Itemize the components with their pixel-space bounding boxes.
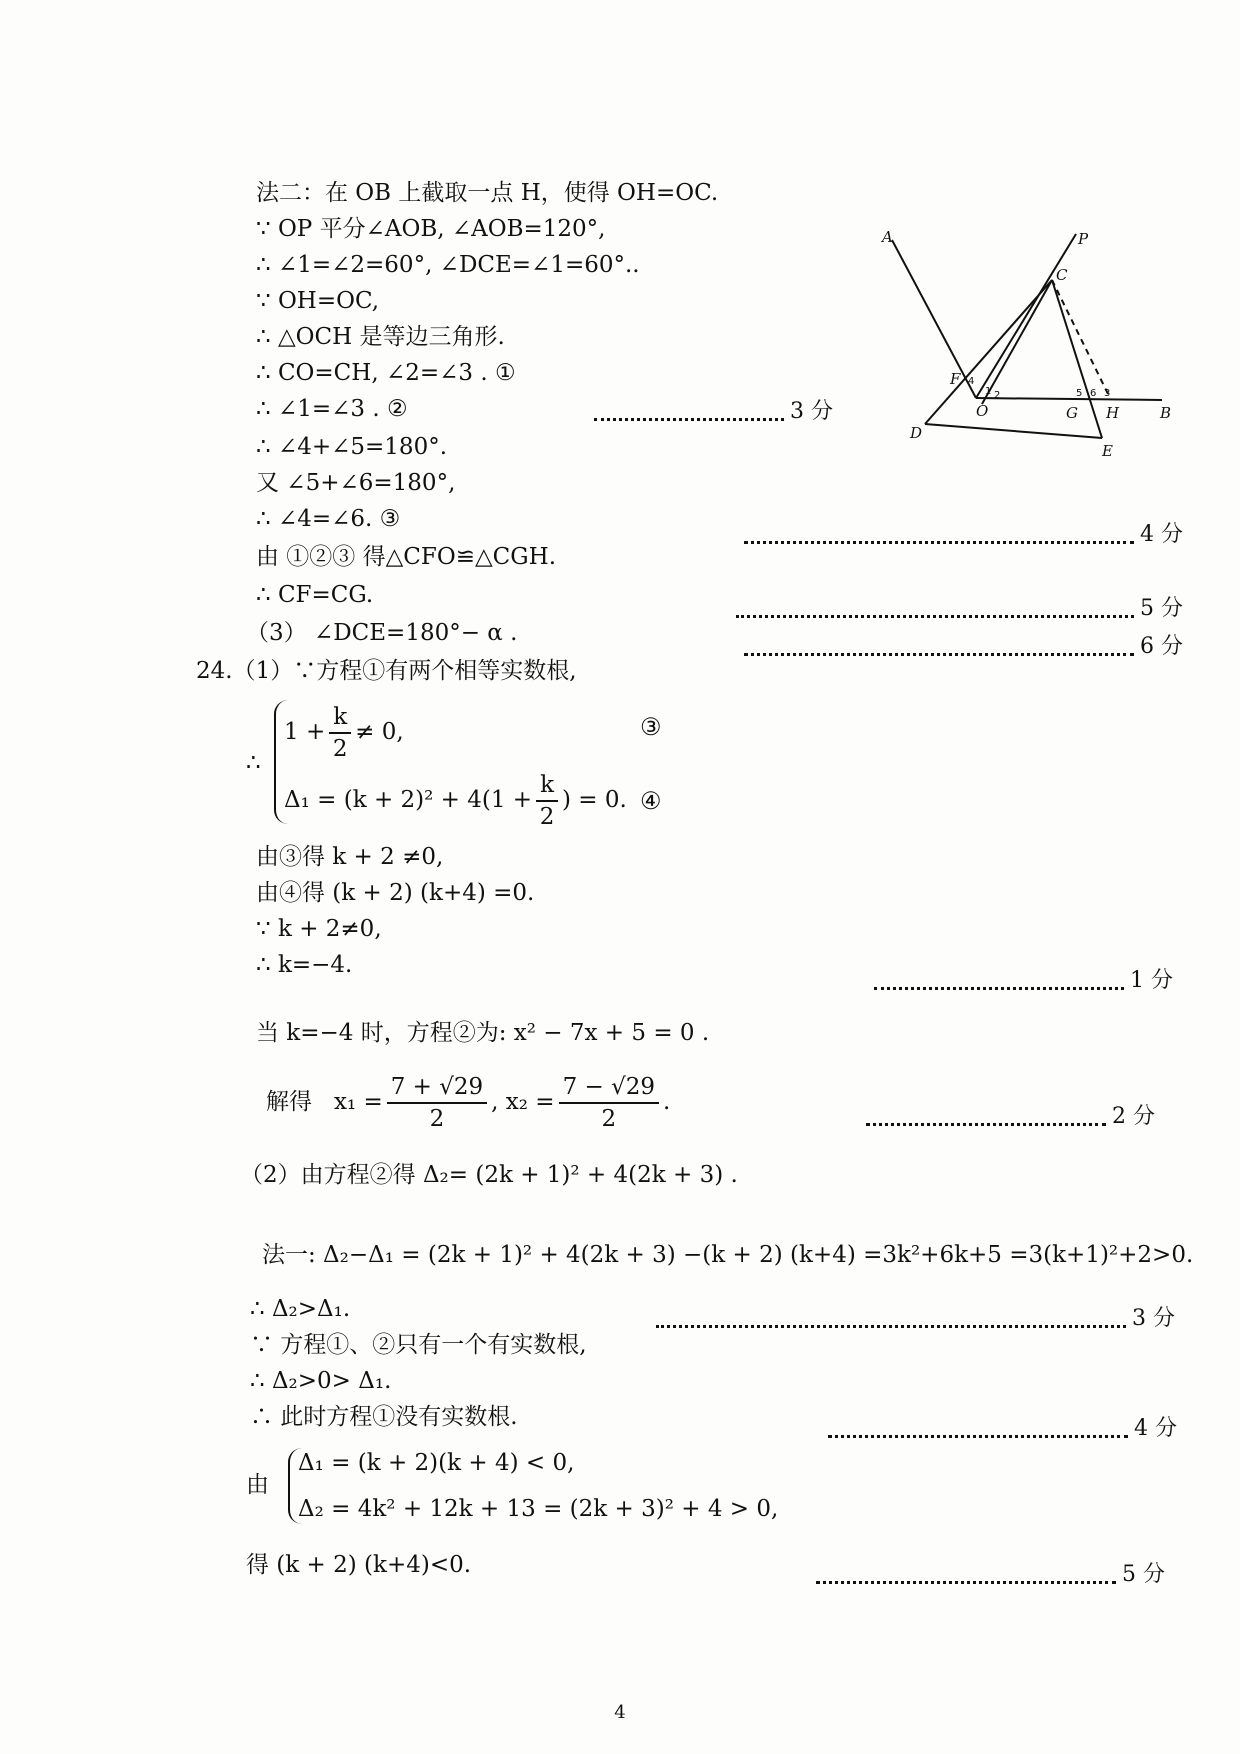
text-line: ∵ k + 2≠0, — [256, 916, 382, 942]
ray-oa — [892, 240, 976, 398]
text-line: ∵ OH=OC, — [256, 288, 380, 314]
text-line: ∴ ∠4+∠5=180°. — [256, 434, 448, 460]
text-line: ∴ △OCH 是等边三角形. — [256, 324, 505, 350]
score-mark: 2 分 — [866, 1102, 1155, 1132]
label-h: H — [1106, 404, 1120, 422]
system2-row-1: Δ₁ = (k + 2)(k + 4) < 0, — [298, 1450, 575, 1476]
text-line: ∴ CO=CH, ∠2=∠3 . ① — [256, 360, 516, 386]
text-line: 法二：在 OB 上截取一点 H，使得 OH=OC. — [256, 180, 719, 206]
system-row-2: Δ₁ = (k + 2)² + 4(1 + $\frac{k}{2}$ ) = 0. — [284, 772, 627, 830]
score-mark: 4 分 — [828, 1414, 1177, 1444]
text-line: ∴ ∠1=∠3 . ② — [256, 396, 408, 422]
score-mark: 4 分 — [744, 520, 1183, 550]
label-c: C — [1056, 266, 1068, 284]
ray-ob — [976, 398, 1162, 400]
text-line: ∴ Δ₂>Δ₁. — [250, 1296, 351, 1322]
segment-co — [982, 280, 1052, 404]
score-mark: 1 分 — [874, 966, 1173, 996]
label-o: O — [976, 402, 989, 420]
segment-dc — [925, 280, 1052, 424]
text-line: 由④得 (k + 2) (k+4) =0. — [256, 880, 535, 906]
system-row-1: 1 + $\frac{k}{2}$ ≠ 0, — [284, 704, 404, 762]
text-line: ∴ ∠4=∠6. ③ — [256, 506, 401, 532]
label-g: G — [1066, 404, 1078, 422]
label-e: E — [1102, 442, 1113, 460]
geometry-figure — [880, 228, 1180, 468]
segment-de — [925, 424, 1102, 438]
angle-label-4: 4 — [968, 376, 975, 387]
angle-label-1: 1 — [985, 386, 992, 397]
text-line: （2）由方程②得 Δ₂= (2k + 1)² + 4(2k + 3) . — [240, 1162, 738, 1188]
label-a: A — [882, 228, 893, 246]
text-line: 当 k=−4 时，方程②为: x² − 7x + 5 = 0 . — [256, 1020, 710, 1046]
score-mark: 6 分 — [744, 632, 1183, 662]
text-line: （3） ∠DCE=180°− α . — [246, 620, 518, 646]
label-b: B — [1160, 404, 1172, 422]
ray-op — [976, 234, 1076, 398]
text-line: 法一: Δ₂−Δ₁ = (2k + 1)² + 4(2k + 3) −(k + 2) (k+4) =3k²+6k+5 =3(k+1)²+2>0. — [262, 1242, 1194, 1268]
text-line: ∵ OP 平分∠AOB, ∠AOB=120°, — [256, 216, 606, 242]
label-d: D — [910, 424, 923, 442]
text-line: ∵ 方程①、②只有一个有实数根, — [250, 1332, 587, 1358]
equation-mark: ③ — [640, 713, 662, 741]
text-line: ∴ ∠1=∠2=60°, ∠DCE=∠1=60°.. — [256, 252, 640, 278]
text-line: 由 ①②③ 得△CFO≌△CGH. — [256, 544, 557, 570]
system2-row-2: Δ₂ = 4k² + 12k + 13 = (2k + 3)² + 4 > 0, — [298, 1496, 779, 1522]
text-line: ∴ Δ₂>0> Δ₁. — [250, 1368, 392, 1394]
text-line: 由③得 k + 2 ≠0, — [256, 844, 444, 870]
segment-ch-dashed — [1052, 280, 1110, 398]
text-line: ∴ CF=CG. — [256, 582, 374, 608]
system-therefore: ∴ — [246, 750, 261, 776]
text-line: ∴ k=−4. — [256, 952, 353, 978]
page-number: 4 — [614, 1702, 626, 1723]
text-line: 又 ∠5+∠6=180°, — [256, 470, 456, 496]
solution-line: 解得 x₁ = $\frac{7 + √29}{2}$ , x₂ = $\frac{7 - √29}{2}$ . — [266, 1074, 671, 1132]
angle-label-6: 6 — [1090, 388, 1097, 399]
score-mark: 3 分 — [594, 397, 833, 427]
angle-label-2: 2 — [994, 390, 1001, 401]
label-p: P — [1078, 230, 1089, 248]
text-line: 得 (k + 2) (k+4)<0. — [246, 1552, 472, 1578]
angle-label-3: 3 — [1104, 388, 1111, 399]
text-line: ∴ 此时方程①没有实数根. — [250, 1404, 518, 1430]
equation-mark: ④ — [640, 787, 662, 815]
system2-prefix: 由 — [246, 1472, 269, 1498]
score-mark: 5 分 — [736, 594, 1183, 624]
angle-label-5: 5 — [1076, 388, 1083, 399]
question-heading: 24.（1）∵方程①有两个相等实数根, — [196, 658, 577, 684]
score-mark: 5 分 — [816, 1560, 1165, 1590]
label-f: F — [950, 370, 961, 388]
score-mark: 3 分 — [656, 1304, 1175, 1334]
